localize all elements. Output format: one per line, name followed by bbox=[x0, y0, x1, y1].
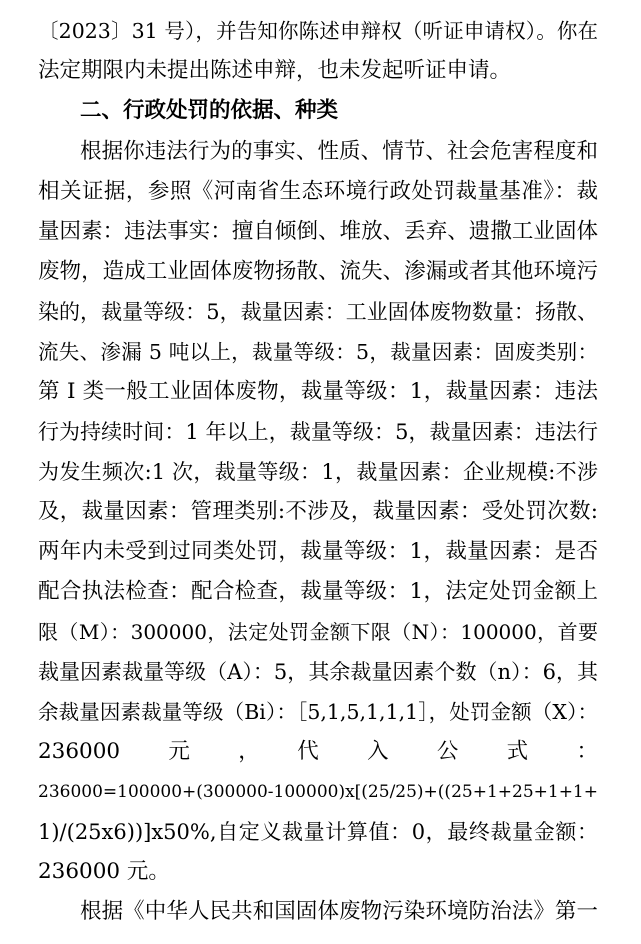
text-line-13: 两年内未受到过同类处罚，裁量等级：1，裁量因素：是否 bbox=[38, 539, 598, 564]
text-line-19: 236000=100000+(300000-100000)x[(25/25)+((25+1+25+1+1+ bbox=[38, 782, 598, 802]
text-line-7: 染的，裁量等级：5，裁量因素：工业固体废物数量：扬散、 bbox=[38, 300, 598, 324]
text-line-15: 限（M）：300000，法定处罚金额下限（N）：100000，首要 bbox=[38, 620, 598, 644]
section-heading: 二、行政处罚的依据、种类 bbox=[80, 98, 339, 123]
text-line-22: 根据《中华人民共和国固体废物污染环境防治法》第一 bbox=[80, 899, 598, 924]
text-line-8: 流失、渗漏 5 吨以上，裁量等级：5，裁量因素：固废类别： bbox=[38, 340, 598, 364]
text-line-11: 为发生频次:1 次，裁量等级：1，裁量因素：企业规模:不涉 bbox=[38, 460, 598, 484]
text-line-21: 236000 元。 bbox=[38, 859, 170, 884]
text-line-3: 根据你违法行为的事实、性质、情节、社会危害程度和 bbox=[80, 139, 598, 164]
text-line-14: 配合执法检查：配合检查，裁量等级：1，法定处罚金额上 bbox=[38, 579, 598, 604]
text-line-1: 〔2023〕31 号），并告知你陈述申辩权（听证申请权）。你在 bbox=[38, 19, 598, 43]
text-line-5: 量因素：违法事实：擅自倾倒、堆放、丢弃、遗撒工业固体 bbox=[38, 219, 598, 244]
text-line-6: 废物，造成工业固体废物扬散、流失、渗漏或者其他环境污 bbox=[38, 259, 598, 284]
text-line-12: 及，裁量因素：管理类别:不涉及，裁量因素：受处罚次数: bbox=[38, 499, 598, 524]
text-line-16: 裁量因素裁量等级（A）：5，其余裁量因素个数（n）：6，其 bbox=[38, 660, 598, 684]
text-line-10: 行为持续时间：1 年以上，裁量等级：5，裁量因素：违法行 bbox=[38, 420, 598, 444]
text-line-17: 余裁量因素裁量等级（Bi）：［5,1,5,1,1,1］，处罚金额（X）： bbox=[38, 700, 598, 724]
text-line-4: 相关证据，参照《河南省生态环境行政处罚裁量基准》：裁 bbox=[38, 179, 598, 204]
text-line-20: 1)/(25x6))]x50%,自定义裁量计算值：0，最终裁量金额： bbox=[38, 820, 598, 844]
text-line-18: 236000 元 ， 代 入 公 式 ： bbox=[38, 739, 598, 764]
text-line-2: 法定期限内未提出陈述申辩，也未发起听证申请。 bbox=[38, 58, 512, 83]
text-line-9: 第 I 类一般工业固体废物，裁量等级：1，裁量因素：违法 bbox=[38, 379, 598, 404]
